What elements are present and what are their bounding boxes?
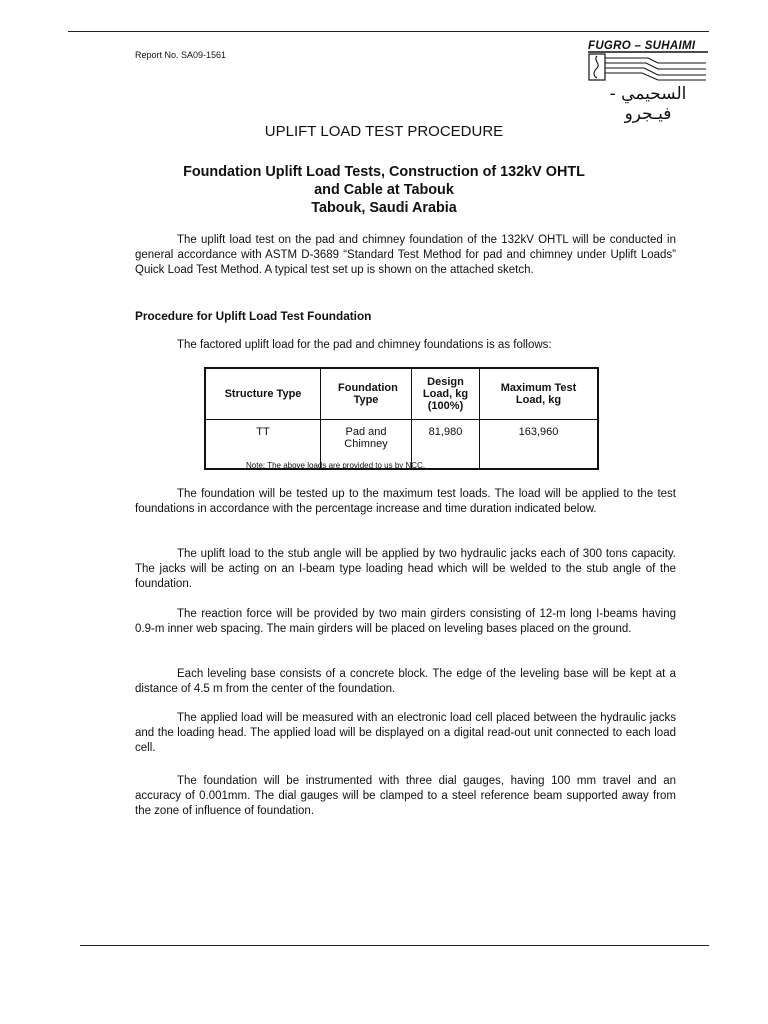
column-header: Design Load, kg (100%) xyxy=(412,368,480,420)
subtitle-line: and Cable at Tabouk xyxy=(314,182,454,198)
table-cell: 81,980 xyxy=(412,420,480,470)
table-intro: The factored uplift load for the pad and chimney foundations is as follows: xyxy=(177,339,552,351)
body-paragraph: The foundation will be tested up to the maximum test loads. The load will be applied to the test foundations in accordance with the percentage increase and time duration indicated below. xyxy=(135,488,676,515)
load-table xyxy=(204,367,599,470)
column-header: Structure Type xyxy=(205,368,321,420)
body-paragraph: Each leveling base consists of a concrete block. The edge of the leveling base will be kept at a distance of 4.5 m from the center of the foundation. xyxy=(135,668,676,695)
subtitle-line: Foundation Uplift Load Tests, Construction of 132kV OHTL xyxy=(183,164,585,180)
table-cell: 163,960 xyxy=(480,420,599,470)
body-paragraph: The applied load will be measured with an electronic load cell placed between the hydraulic jacks and the loading head. The applied load will be displayed on a digital read-out unit connected to each load cell. xyxy=(135,712,676,754)
document-title: UPLIFT LOAD TEST PROCEDURE xyxy=(264,123,504,140)
body-paragraph: The reaction force will be provided by two main girders consisting of 12-m long I-beams having 0.9-m inner web spacing. The main girders will be placed on leveling bases placed on the ground. xyxy=(135,608,676,635)
company-logo xyxy=(588,40,708,124)
footer-rule xyxy=(80,945,709,946)
document-subtitle xyxy=(0,163,768,217)
body-paragraph: The foundation will be instrumented with three dial gauges, having 100 mm travel and an accuracy of 0.001mm. The dial gauges will be clamped to a steel reference beam supported away from the zone of influence of foundation. xyxy=(135,775,676,817)
section-heading: Procedure for Uplift Load Test Foundation xyxy=(135,309,372,323)
header-rule xyxy=(68,31,709,32)
intro-paragraph: The uplift load test on the pad and chimney foundation of the 132kV OHTL will be conducted in general accordance with ASTM D-3689 “Standard Test Method for pad and chimney under Uplift Loads” Quick Load Test Method. A typical test set up is shown on the attached sketch. xyxy=(135,234,676,276)
table-cell: Pad and Chimney xyxy=(321,420,412,470)
column-header: Maximum Test Load, kg xyxy=(480,368,599,420)
logo-text: FUGRO – SUHAIMI xyxy=(588,40,696,52)
table-header-row xyxy=(205,368,598,420)
report-number: Report No. SA09-1561 xyxy=(135,50,227,60)
table-note: Note: The above loads are provided to us by NCC. xyxy=(246,461,426,470)
subtitle-line: Tabouk, Saudi Arabia xyxy=(311,200,457,216)
table-cell: TT xyxy=(205,420,321,470)
column-header: Foundation Type xyxy=(321,368,412,420)
logo-arabic-text: السحيمي - فيـجرو xyxy=(609,84,687,124)
body-paragraph: The uplift load to the stub angle will be applied by two hydraulic jacks each of 300 tons capacity. The jacks will be acting on an I-beam type loading head which will be welded to the stub angle of the foundation. xyxy=(135,548,676,590)
